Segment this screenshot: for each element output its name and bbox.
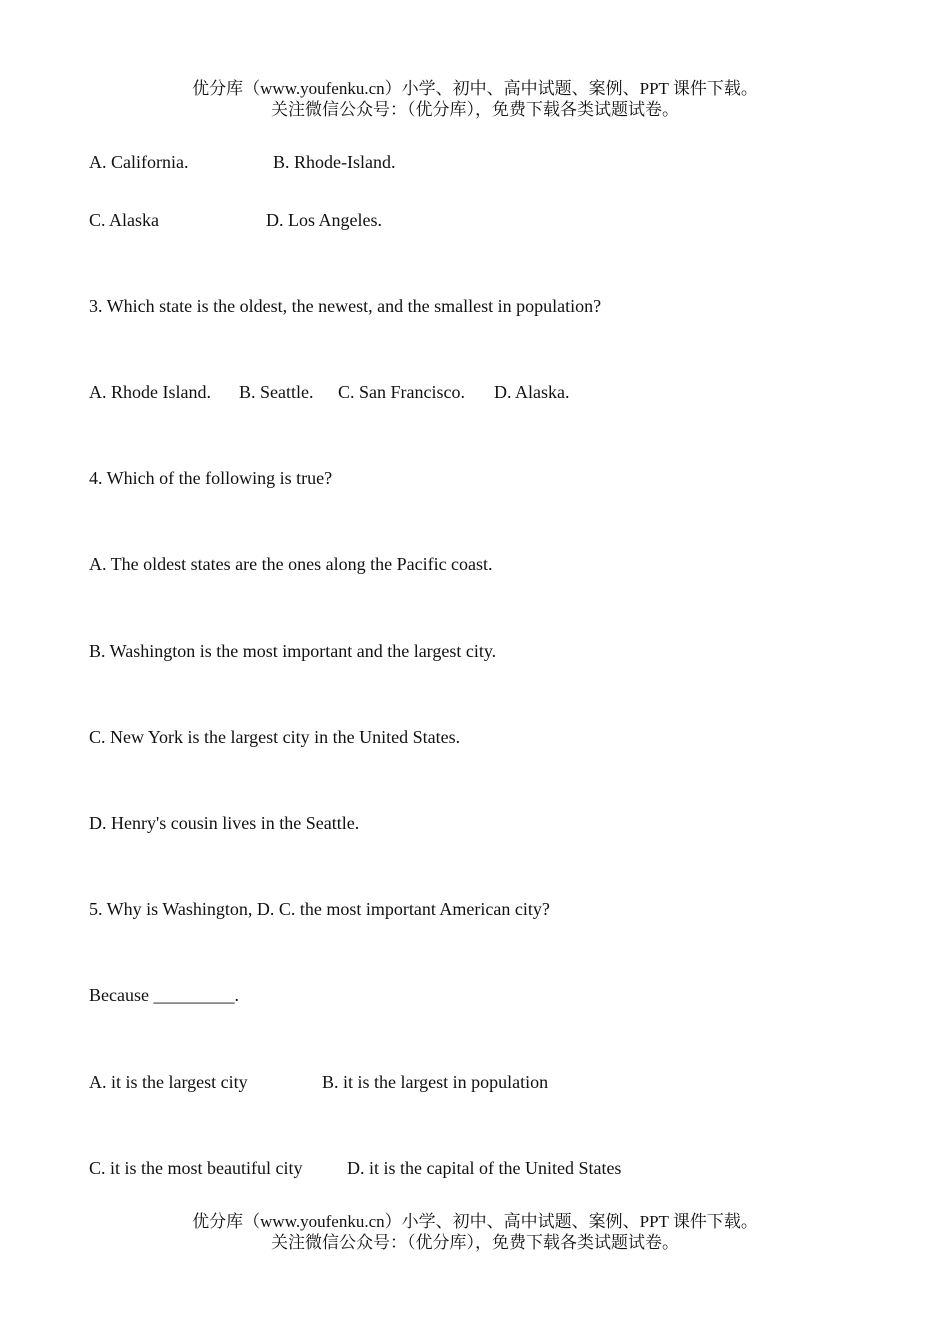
q4-option-c: C. New York is the largest city in the United States. <box>89 727 461 747</box>
footer-line-2: 关注微信公众号：（优分库），免费下载各类试题试卷。 <box>271 1233 679 1252</box>
q2-option-a: A. California. <box>89 152 189 172</box>
q2-option-c: C. Alaska <box>89 210 159 230</box>
page-header <box>0 78 950 120</box>
q3-option-c: C. San Francisco. <box>338 382 465 402</box>
q3-options-row <box>89 381 789 403</box>
q5-options-row-2 <box>89 1157 789 1179</box>
q2-option-d: D. Los Angeles. <box>266 210 382 230</box>
footer-line-1: 优分库（www.youfenku.cn）小学、初中、高中试题、案例、PPT 课件下载。 <box>192 1212 758 1231</box>
q3-option-b: B. Seattle. <box>239 382 314 402</box>
q5-question: 5. Why is Washington, D. C. the most important American city? <box>89 899 550 919</box>
q2-options-row-2 <box>89 209 689 231</box>
header-line-2: 关注微信公众号：（优分库），免费下载各类试题试卷。 <box>271 100 679 119</box>
q5-option-b: B. it is the largest in population <box>322 1072 549 1092</box>
q5-stem: Because _________. <box>89 985 239 1005</box>
q4-option-d: D. Henry's cousin lives in the Seattle. <box>89 813 360 833</box>
header-line-1: 优分库（www.youfenku.cn）小学、初中、高中试题、案例、PPT 课件下载。 <box>192 79 758 98</box>
q2-options-row-1 <box>89 151 689 173</box>
q4-question: 4. Which of the following is true? <box>89 468 333 488</box>
q4-option-a: A. The oldest states are the ones along the Pacific coast. <box>89 554 493 574</box>
q5-options-row-1 <box>89 1071 789 1093</box>
q3-option-a: A. Rhode Island. <box>89 382 211 402</box>
page-footer <box>0 1211 950 1253</box>
q2-option-b: B. Rhode-Island. <box>273 152 396 172</box>
q3-question: 3. Which state is the oldest, the newest, and the smallest in population? <box>89 296 602 316</box>
q5-option-a: A. it is the largest city <box>89 1072 248 1092</box>
q5-option-d: D. it is the capital of the United States <box>347 1158 622 1178</box>
q5-option-c: C. it is the most beautiful city <box>89 1158 303 1178</box>
q3-option-d: D. Alaska. <box>494 382 570 402</box>
q4-option-b: B. Washington is the most important and the largest city. <box>89 641 497 661</box>
